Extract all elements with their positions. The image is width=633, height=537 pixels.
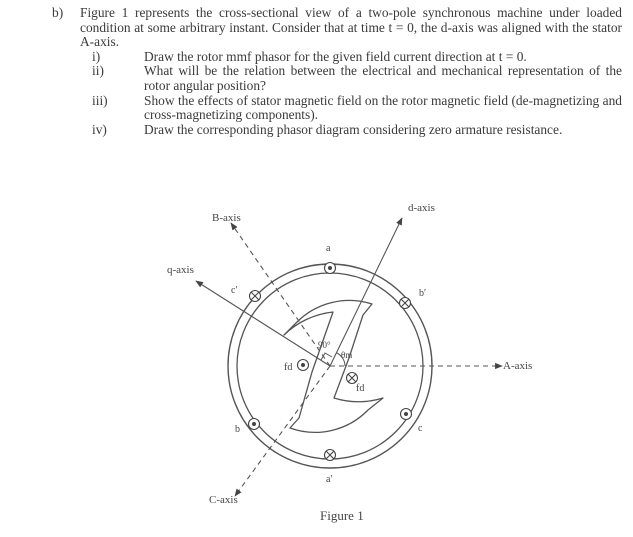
conductor-b-dot [249,419,260,430]
field-current-label-right: fd [356,383,365,394]
field-current-dot [298,360,309,371]
b-axis-line [231,223,330,366]
question-label: b) [52,5,64,20]
conductor-a-dot [325,263,336,274]
sub-question-text: Draw the corresponding phasor diagram considering zero armature resistance. [144,121,563,137]
conductor-b-label: b [235,424,240,435]
q-axis-label: q-axis [167,264,194,276]
conductor-c-prime-cross [250,291,261,302]
field-current-cross [347,373,358,384]
right-angle-marker [321,353,332,360]
sub-question-text: Show the effects of stator magnetic field on the rotor magnetic field (de-magnetizing and cross-magnetizing components). [144,92,622,123]
b-axis-label: B-axis [212,212,241,224]
conductor-c-prime-label: c′ [231,285,238,296]
question-intro-text: Figure 1 represents the cross-sectional view of a two-pole synchronous machine under loaded condition at some arbitrary instant. Consider that at time t = 0, the d-axis was aligned with the stator A-axis. [80,5,622,50]
conductor-a-prime-label: a′ [326,474,333,485]
d-axis-label: d-axis [408,202,435,214]
d-axis-line [330,218,402,366]
conductor-c-dot [401,409,412,420]
c-axis-line [235,366,330,496]
sub-question-number: i) [92,48,101,64]
conductor-c-label: c [418,423,423,434]
figure-caption: Figure 1 [320,508,364,523]
q-axis-line [196,281,330,366]
c-axis-label: C-axis [209,494,238,506]
conductor-b-prime-cross [400,298,411,309]
conductor-b-prime-label: b′ [419,288,427,299]
sub-question-number: iii) [92,92,108,108]
sub-question-text: Draw the rotor mmf phasor for the given field current direction at t = 0. [144,48,527,64]
conductor-a-label: a [326,243,331,254]
theta-label: θm [341,350,353,360]
sub-question-number: iv) [92,121,107,137]
right-angle-label: 90° [318,340,331,350]
sub-question-text: What will be the relation between the electrical and mechanical representation of the rotor angular position? [144,63,622,93]
figure-labels [167,202,532,523]
field-current-label-left: fd [284,362,293,373]
conductor-a-prime-cross [325,450,336,461]
a-axis-label: A-axis [503,360,533,372]
sub-question-number: ii) [92,63,104,79]
